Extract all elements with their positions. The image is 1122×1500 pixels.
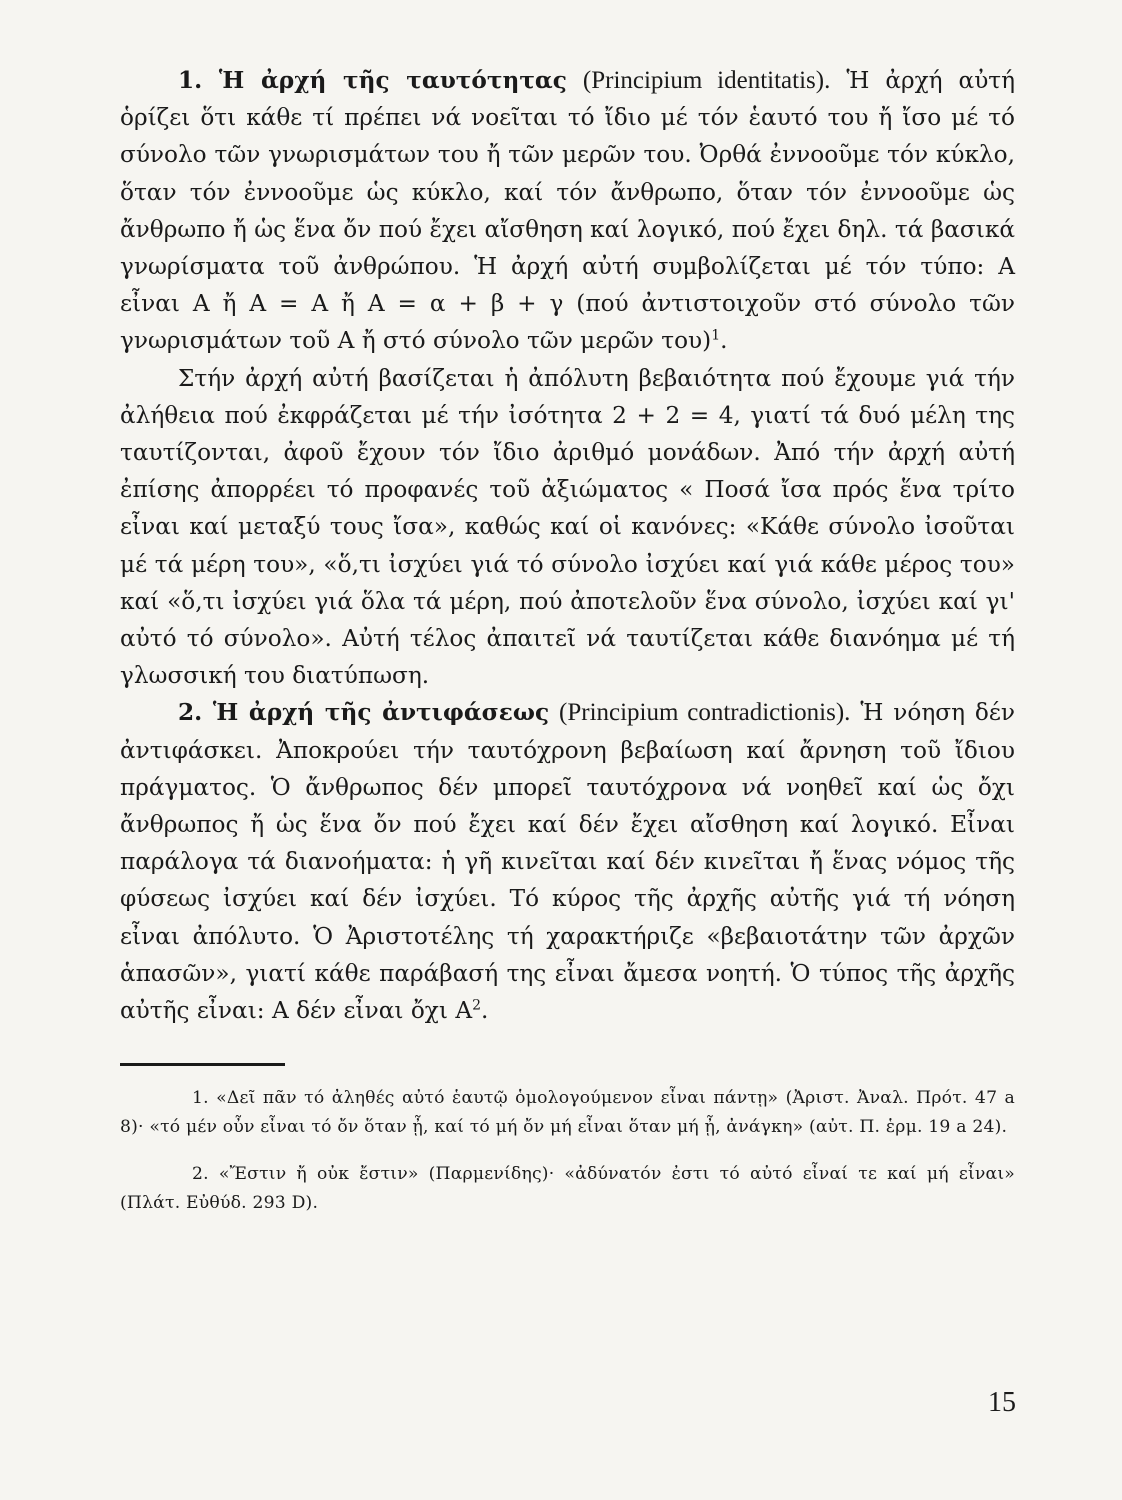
footnote-2 bbox=[120, 1160, 1015, 1218]
page-body bbox=[120, 62, 1015, 1218]
footnote-ref-2[interactable]: 2 bbox=[472, 997, 481, 1014]
footnote-ref-1[interactable]: 1 bbox=[711, 327, 721, 344]
section-2-latin-title: (Principium contradictionis). bbox=[559, 699, 851, 727]
footnote-2-text: «Ἔστιν ἤ οὐκ ἔστιν» (Παρμενίδης)· «ἀδύνατόν ἐστι τό αὐτό εἶναί τε καί μή εἶναι» (Πλάτ. Εὐθύδ. 293 D). bbox=[120, 1164, 1015, 1214]
section-1-text: Ἡ ἀρχή αὐτή ὁρίζει ὅτι κάθε τί πρέπει νά νοεῖται τό ἴδιο μέ τόν ἑαυτό του ἤ ἴσο μέ τό σύνολο τῶν γνωρισμάτων του ἤ τῶν μερῶν του. Ὀρθά ἐννοοῦμε τόν κύκλο, ὅταν τόν ἐννοοῦμε ὡς κύκλο, καί τόν ἄνθρωπο, ὅταν τόν ἐννοοῦμε ὡς ἄνθρωπο ἤ ὡς ἕνα ὄν πού ἔχει αἴσθηση καί λογικό, πού ἔχει δηλ. τά βασικά γνωρίσματα τοῦ ἀνθρώπου. Ἡ ἀρχή αὐτή συμβολίζεται μέ τόν τύπο: Α εἶναι Α ἤ Α = Α ἤ Α = α + β + γ (πού ἀντιστοιχοῦν στό σύνολο τῶν γνωρισμάτων τοῦ Α ἤ στό σύνολο τῶν μερῶν του) bbox=[120, 67, 1016, 355]
section-1-paragraph: 1. Ἡ ἀρχή τῆς ταυτότητας (Principium identitatis). Ἡ ἀρχή αὐτή ὁρίζει ὅτι κάθε τί πρέπει νά νοεῖται τό ἴδιο μέ τόν ἑαυτό του ἤ ἴσο μέ τό σύνολο τῶν γνωρισμάτων του ἤ τῶν μερῶν του. Ὀρθά ἐννοοῦμε τόν κύκλο, ὅταν τόν ἐννοοῦμε ὡς κύκλο, καί τόν ἄνθρωπο, ὅταν τόν ἐννοοῦμε ὡς ἄνθρωπο ἤ ὡς ἕνα ὄν πού ἔχει αἴσθηση καί λογικό, πού ἔχει δηλ. τά βασικά γνωρίσματα τοῦ ἀνθρώπου. Ἡ ἀρχή αὐτή συμβολίζεται μέ τόν τύπο: Α εἶναι Α ἤ Α = Α ἤ Α = α + β + γ (πού ἀντιστοιχοῦν στό σύνολο τῶν γνωρισμάτων τοῦ Α ἤ στό σύνολο τῶν μερῶν του)$^1$. bbox=[120, 67, 1016, 355]
footnote-1 bbox=[120, 1084, 1015, 1142]
section-2-text: Ἡ νόηση δέν ἀντιφάσκει. Ἀποκρούει τήν ταυτόχρονη βεβαίωση καί ἄρνηση τοῦ ἴδιου πράγματος. Ὁ ἄνθρωπος δέν μπορεῖ ταυτόχρονα νά νοηθεῖ καί ὡς ὄχι ἄνθρωπος ἤ ὡς ἕνα ὄν πού ἔχει καί δέν ἔχει αἴσθηση καί λογικό. Εἶναι παράλογα τά διανοήματα: ἡ γῆ κινεῖται καί δέν κινεῖται ἤ ἕνας νόμος τῆς φύσεως ἰσχύει καί δέν ἰσχύει. Τό κύρος τῆς ἀρχῆς αὐτῆς γιά τή νόηση εἶναι ἀπόλυτο. Ὁ Ἀριστοτέλης τή χαρακτήριζε «βεβαιοτάτην τῶν ἀρχῶν ἁπασῶν», γιατί κάθε παράβασή της εἶναι ἄμεσα νοητή. Ὁ τύπος τῆς ἀρχῆς αὐτῆς εἶναι: Α δέν εἶναι ὄχι Α bbox=[120, 699, 1015, 1025]
section-1-latin-title: (Principium identitatis). bbox=[582, 67, 831, 94]
section-1-paragraph-2: Στήν ἀρχή αὐτή βασίζεται ἡ ἀπόλυτη βεβαιότητα πού ἔχουμε γιά τήν ἀλήθεια πού ἐκφράζεται μέ τήν ἰσότητα 2 + 2 = 4, γιατί τά δυό μέλη της ταυτίζονται, ἀφοῦ ἔχουν τόν ἴδιο ἀριθμό μονάδων. Ἀπό τήν ἀρχή αὐτή ἐπίσης ἀπορρέει τό προφανές τοῦ ἀξιώματος « Ποσά ἴσα πρός ἕνα τρίτο εἶναι καί μεταξύ τους ἴσα», καθώς καί οἱ κανόνες: «Κάθε σύνολο ἰσοῦται μέ τά μέρη του», «ὅ,τι ἰσχύει γιά τό σύνολο ἰσχύει καί γιά κάθε μέρος του» καί «ὅ,τι ἰσχύει γιά ὅλα τά μέρη, πού ἀποτελοῦν ἕνα σύνολο, ἰσχύει καί γι' αὐτό τό σύνολο». Αὐτή τέλος ἀπαιτεῖ νά ταυτίζεται κάθε διανόημα μέ τή γλωσσική του διατύπωση. bbox=[120, 364, 1015, 690]
footnote-1-text: «Δεῖ πᾶν τό ἀληθές αὐτό ἑαυτῷ ὁμολογούμενον εἶναι πάντῃ» (Ἀριστ. Ἀναλ. Πρότ. 47 a 8)· «τό μέν οὖν εἶναι τό ὄν ὅταν ᾖ, καί τό μή ὄν μή εἶναι ὅταν μή ᾖ, ἀνάγκη» (αὐτ. Π. ἑρμ. 19 a 24). bbox=[120, 1088, 1015, 1138]
page-number: 15 bbox=[988, 1387, 1016, 1418]
section-2-heading: 2. Ἡ ἀρχή τῆς ἀντιφάσεως bbox=[178, 699, 550, 727]
section-1-heading: 1. Ἡ ἀρχή τῆς ταυτότητας bbox=[178, 67, 567, 94]
footnote-divider bbox=[120, 1063, 285, 1066]
section-2-paragraph: 2. Ἡ ἀρχή τῆς ἀντιφάσεως (Principium contradictionis). Ἡ νόηση δέν ἀντιφάσκει. Ἀποκρούει τήν ταυτόχρονη βεβαίωση καί ἄρνηση τοῦ ἴδιου πράγματος. Ὁ ἄνθρωπος δέν μπορεῖ ταυτόχρονα νά νοηθεῖ καί ὡς ὄχι ἄνθρωπος ἤ ὡς ἕνα ὄν πού ἔχει καί δέν ἔχει αἴσθηση καί λογικό. Εἶναι παράλογα τά διανοήματα: ἡ γῆ κινεῖται καί δέν κινεῖται ἤ ἕνας νόμος τῆς φύσεως ἰσχύει καί δέν ἰσχύει. Τό κύρος τῆς ἀρχῆς αὐτῆς γιά τή νόηση εἶναι ἀπόλυτο. Ὁ Ἀριστοτέλης τή χαρακτήριζε «βεβαιοτάτην τῶν ἀρχῶν ἁπασῶν», γιατί κάθε παράβασή της εἶναι ἄμεσα νοητή. Ὁ τύπος τῆς ἀρχῆς αὐτῆς εἶναι: Α δέν εἶναι ὄχι $A^2$. bbox=[120, 699, 1015, 1025]
footnote-1-number: 1. bbox=[192, 1088, 209, 1109]
footnote-2-number: 2. bbox=[192, 1164, 209, 1185]
